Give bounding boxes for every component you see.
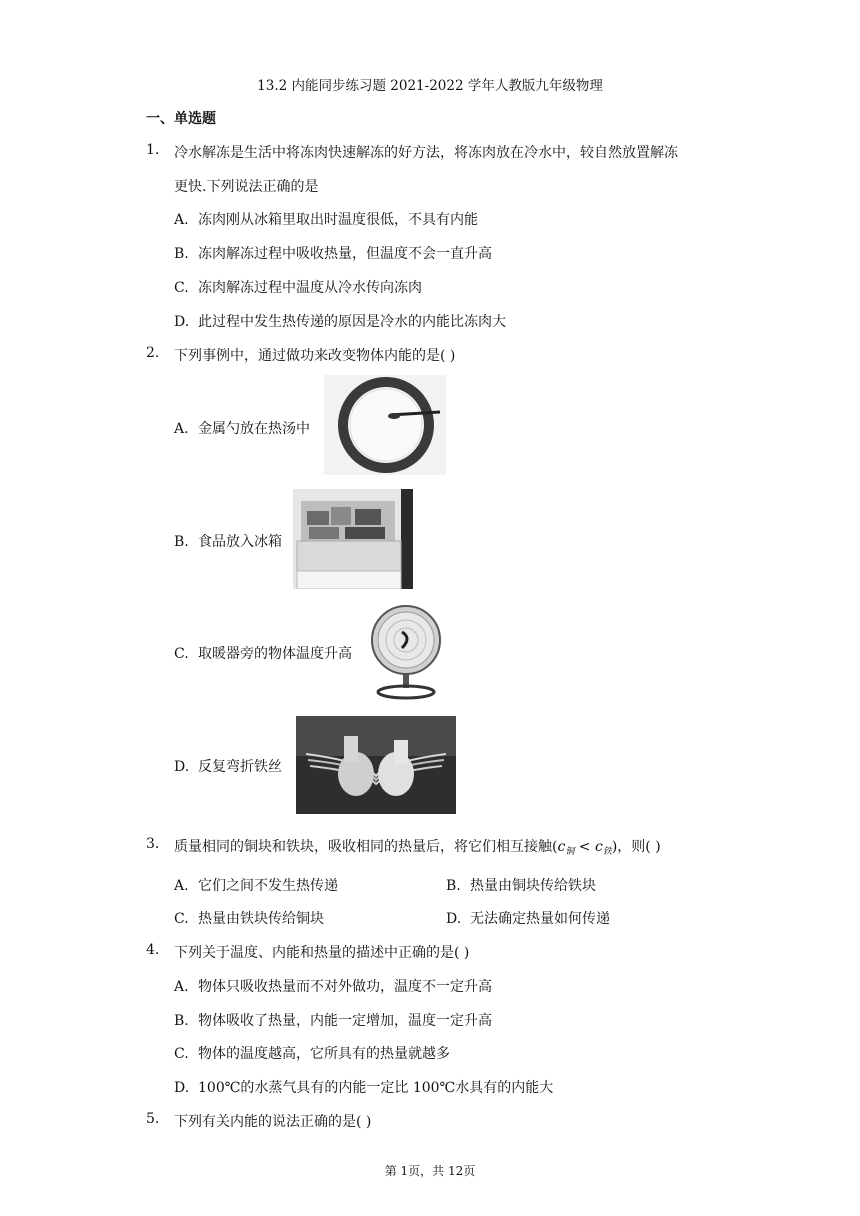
question-1-option-b: B. 冻肉解冻过程中吸收热量，但温度不会一直升高 <box>174 246 492 262</box>
question-2-option-c: C. 取暖器旁的物体温度升高 <box>174 646 352 662</box>
question-1-number: 1. <box>146 142 160 158</box>
question-5-number: 5. <box>146 1111 160 1127</box>
refrigerator-food-image <box>293 489 413 589</box>
question-5-text: 下列有关内能的说法正确的是( ) <box>174 1114 372 1130</box>
page-footer: 第 1页，共 12页 <box>384 1164 476 1178</box>
section-heading: 一、单选题 <box>146 111 216 127</box>
page-title: 13.2 内能同步练习题 2021-2022 学年人教版九年级物理 <box>257 78 603 94</box>
question-3-option-c: C. 热量由铁块传给铜块 <box>174 911 324 927</box>
question-4-number: 4. <box>146 942 160 958</box>
question-4-text: 下列关于温度、内能和热量的描述中正确的是( ) <box>174 945 470 961</box>
heater-image <box>366 602 446 702</box>
question-4-option-b: B. 物体吸收了热量，内能一定增加，温度一定升高 <box>174 1013 492 1029</box>
question-3-option-a: A. 它们之间不发生热传递 <box>174 878 338 894</box>
question-4-option-d: D. 100℃的水蒸气具有的内能一定比 100℃水具有的内能大 <box>174 1080 554 1096</box>
question-1-option-c: C. 冻肉解冻过程中温度从冷水传向冻肉 <box>174 280 422 296</box>
question-3-option-d: D. 无法确定热量如何传递 <box>446 911 610 927</box>
question-3-number: 3. <box>146 836 160 852</box>
question-2-option-a: A. 金属勺放在热汤中 <box>174 421 310 437</box>
question-2-option-d: D. 反复弯折铁丝 <box>174 759 282 775</box>
question-4-option-a: A. 物体只吸收热量而不对外做功，温度不一定升高 <box>174 979 492 995</box>
question-1-option-a: A. 冻肉刚从冰箱里取出时温度很低，不具有内能 <box>174 212 478 228</box>
question-4-option-c: C. 物体的温度越高，它所具有的热量就越多 <box>174 1046 450 1062</box>
question-3-text: 质量相同的铜块和铁块，吸收相同的热量后，将它们相互接触$(c_铜 < c_铁)$，则( ) <box>174 839 661 857</box>
question-2-text: 下列事例中，通过做功来改变物体内能的是( ) <box>174 348 456 364</box>
question-3-option-b: B. 热量由铜块传给铁块 <box>446 878 596 894</box>
question-1-text-line2: 更快.下列说法正确的是 <box>174 179 319 195</box>
question-2-option-b: B. 食品放入冰箱 <box>174 534 282 550</box>
question-1-option-d: D. 此过程中发生热传递的原因是冷水的内能比冻肉大 <box>174 314 506 330</box>
spoon-in-soup-image <box>324 375 446 475</box>
bending-wire-image <box>296 716 456 814</box>
question-1-text-line1: 冷水解冻是生活中将冻肉快速解冻的好方法，将冻肉放在冷水中，较自然放置解冻 <box>174 145 678 161</box>
question-2-number: 2. <box>146 345 160 361</box>
